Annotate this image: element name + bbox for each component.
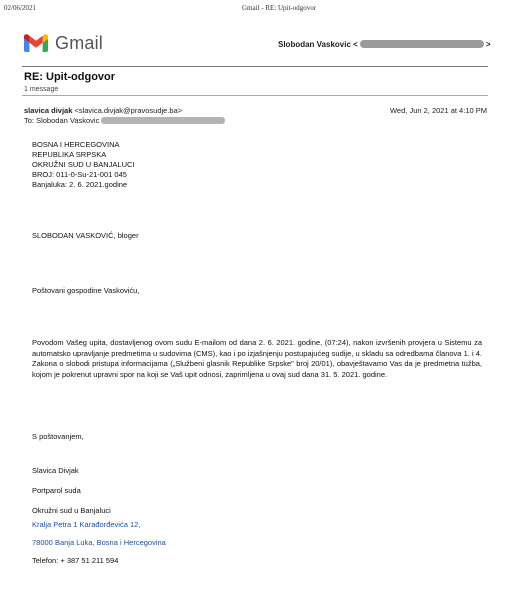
recipient-label: To: Slobodan Vaskovic [24,116,100,125]
sender-line [24,106,182,115]
account-close: > [485,40,491,49]
print-date: 02/06/2021 [4,4,36,12]
letter-closing: S poštovanjem, [32,432,84,441]
letterhead-line: BOSNA I HERCEGOVINA [32,140,120,149]
account-name: Slobodan Vaskovic [278,40,351,49]
sender-name[interactable]: slavica divjak [24,106,73,115]
letterhead-line: BROJ: 011-0-Su-21-001 045 [32,170,127,179]
letter-greeting: Poštovani gospodine Vaskoviću, [32,286,140,295]
header-divider [22,66,488,67]
letterhead [32,140,484,190]
signature-phone: Telefon: + 387 51 211 594 [32,556,119,565]
letter-paragraph: Povodom Vašeg upita, dostavljenog ovom sudu E-mailom od dana 2. 6. 2021. godine, (07:24), nakon izvršenih provjera u Sistemu za automatsko upravljanje predmetima u sudovima (CMS), kao i po izjašnjenju postupajućeg sudije, u skladu sa odredbama članova 1. i 4. Zakona o slobodi pristupa informacijama („Službeni glasnik Republike Srpske" broj 20/01), obavještavamo Vas da je predmetna tužba, kojom je pokrenut upravni spor na koji se Vaš upit odnosi, zaprimljena u ovaj sud dana 31. 5. 2021. godine. [32,338,482,379]
recipient-line [24,116,225,125]
sender-email[interactable]: <slavica.divjak@pravosudje.ba> [74,106,183,115]
letter-recipient: SLOBODAN VASKOVIĆ, bloger [32,231,139,240]
message-date: Wed, Jun 2, 2021 at 4:10 PM [389,106,487,115]
gmail-brand[interactable] [24,30,103,56]
gmail-logo-icon [24,34,48,52]
letterhead-line: Banjaluka: 2. 6. 2021.godine [32,180,128,189]
letterhead-line: OKRUŽNI SUD U BANJALUCI [32,160,135,169]
redacted-recipient-email [101,117,225,124]
message-count: 1 message [24,86,59,93]
gmail-wordmark: Gmail [55,32,104,53]
message-body [32,140,484,565]
signature-role: Portparol suda [32,486,81,495]
thread-subject: RE: Upit-odgovor [24,71,116,83]
signature-city-link[interactable]: 78000 Banja Luka, Bosna i Hercegovina [32,538,166,547]
signature-name: Slavica Divjak [32,466,79,475]
redacted-email [360,40,484,48]
account-open: < [353,40,358,49]
subject-divider [22,95,488,96]
print-title: Gmail - RE: Upit-odgovor [242,4,317,12]
signature-court: Okružni sud u Banjaluci [32,506,111,515]
signature-address-link[interactable]: Kralja Petra 1 Karađorđevića 12, [32,520,141,529]
print-header [4,4,505,14]
account-info [278,40,491,49]
letterhead-line: REPUBLIKA SRPSKA [32,150,107,159]
